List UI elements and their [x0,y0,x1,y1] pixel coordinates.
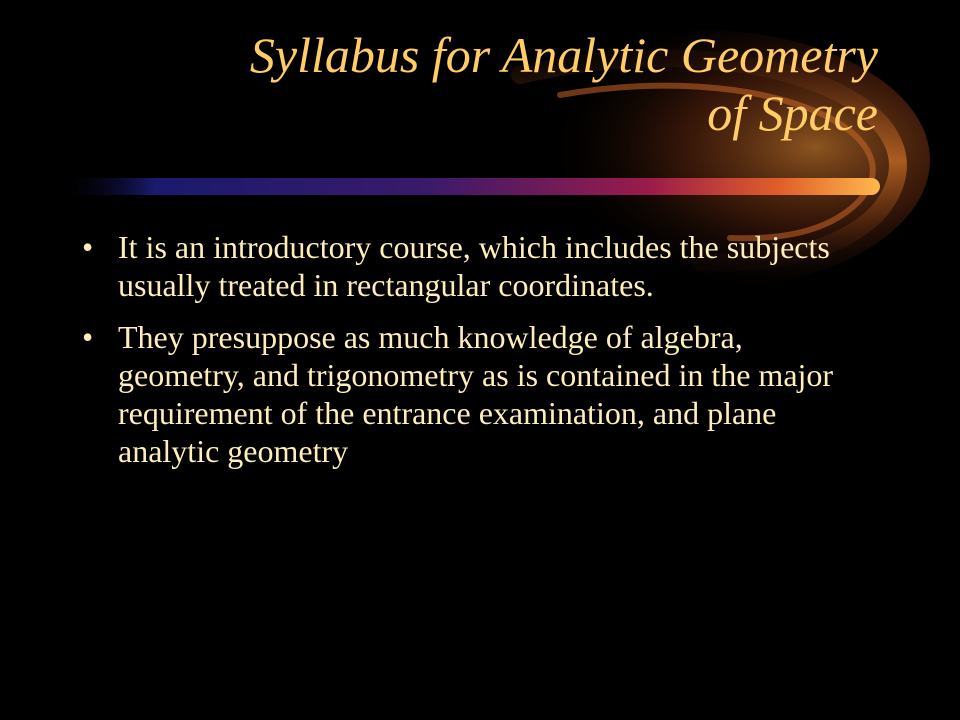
title-line-2: of Space [707,85,878,141]
swoosh-bar [55,178,880,195]
bullet-item-2 [82,318,872,470]
bullet-text-2: They presuppose as much knowledge of algebra, geometry, and trigonometry as is contained in the major requirement of the entrance examination, and plane analytic geometry [118,319,834,469]
bullet-dot-icon: • [82,319,94,355]
bullet-dot-icon: • [82,229,94,265]
slide-title [78,26,878,142]
title-line-1: Syllabus for Analytic Geometry [249,27,878,83]
bullet-item-1 [82,228,872,304]
bullet-text-1: It is an introductory course, which includes the subjects usually treated in rectangular coordinates. [118,229,830,303]
bullet-list [82,228,872,484]
